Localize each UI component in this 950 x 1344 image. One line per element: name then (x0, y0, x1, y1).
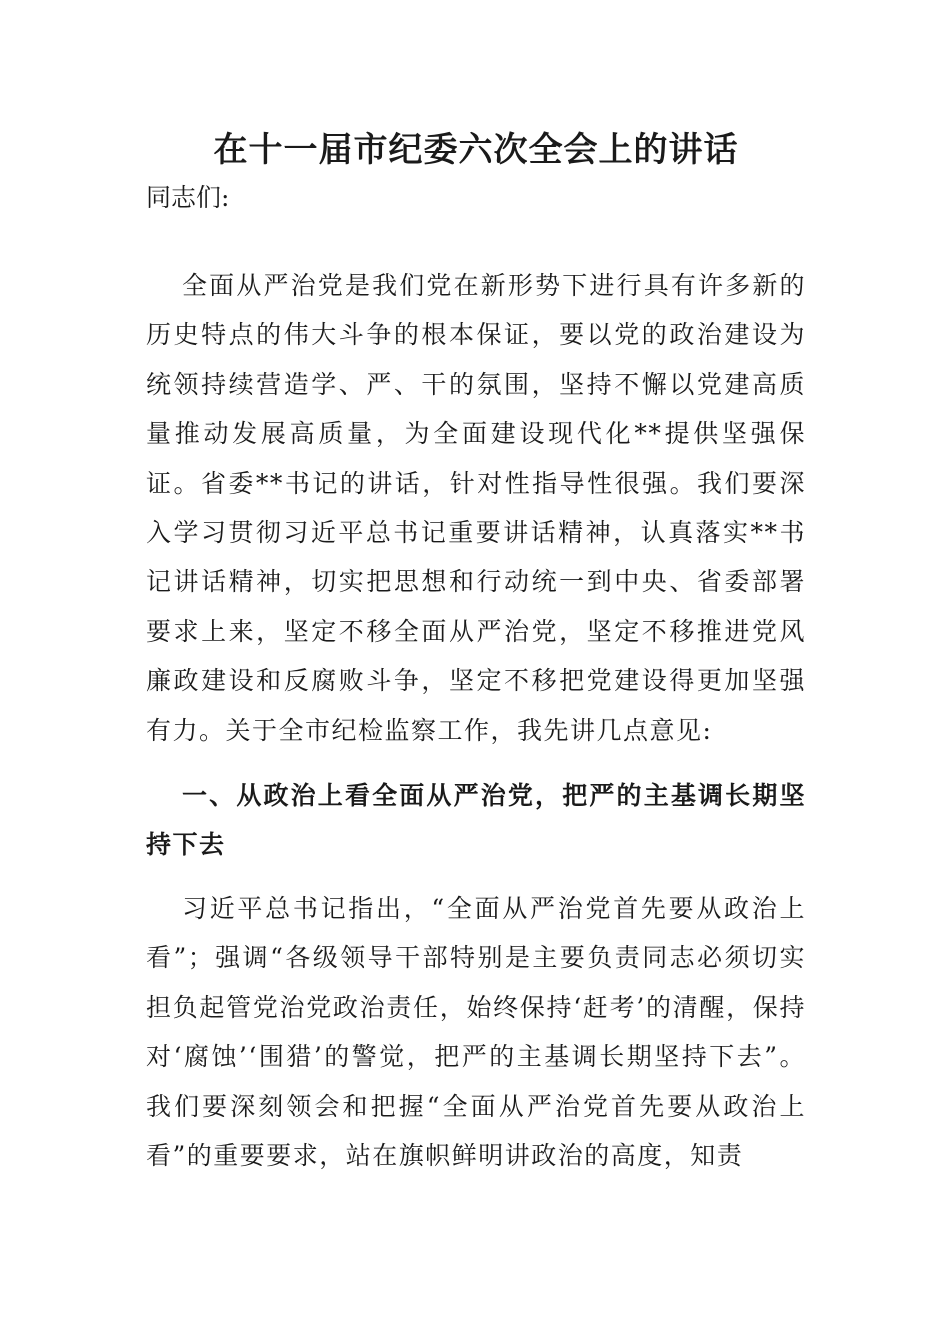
salutation: 同志们: (146, 183, 230, 212)
page-title: 在十一届市纪委六次全会上的讲话 (213, 130, 739, 170)
body-paragraph: 全面从严治党是我们党在新形势下进行具有许多新的历史特点的伟大斗争的根本保证，要以党的政治建设为统领持续营造学、严、干的氛围，坚持不懈以党建高质量推动发展高质量，为全面建设现代化**提供坚强保证。省委**书记的讲话，针对性指导性很强。我们要深入学习贯彻习近平总书记重要讲话精神，认真落实**书记讲话精神，切实把思想和行动统一到中央、省委部署要求上来，坚定不移全面从严治党，坚定不移推进党风廉政建设和反腐败斗争，坚定不移把党建设得更加坚强有力。关于全市纪检监察工作，我先讲几点意见: (146, 271, 806, 745)
section-heading: 一、从政治上看全面从严治党，把严的主基调长期坚持下去 (146, 781, 806, 859)
body-paragraph: 习近平总书记指出，“全面从严治党首先要从政治上看”；强调“各级领导干部特别是主要负责同志必须切实担负起管党治党政治责任，始终保持‘赶考’的清醒，保持对‘腐蚀’‘围猎’的警觉，把严的主基调长期坚持下去”。我们要深刻领会和把握“全面从严治党首先要从政治上看”的重要要求，站在旗帜鲜明讲政治的高度，知责 (146, 894, 806, 1171)
